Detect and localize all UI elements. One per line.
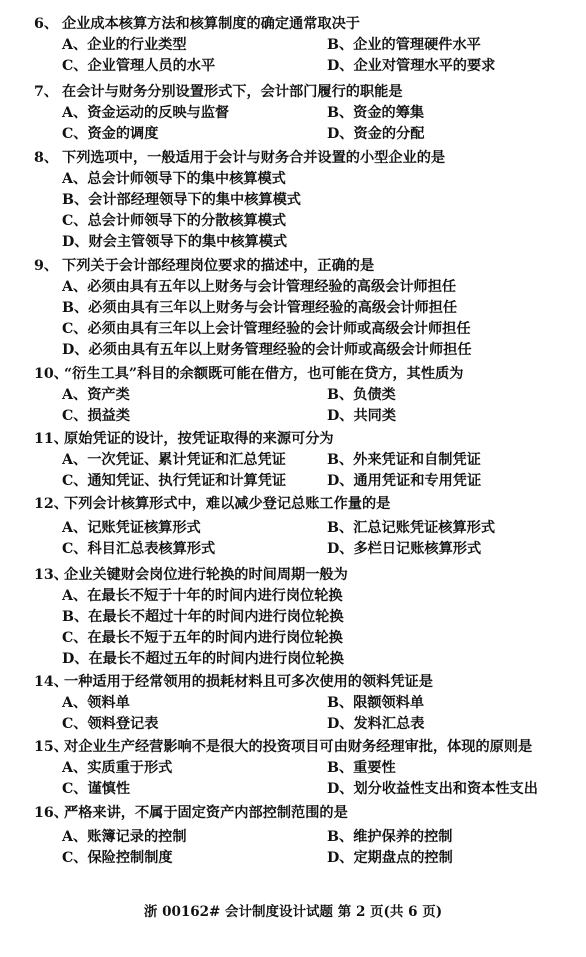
question-6	[0, 14, 586, 77]
option-row	[0, 607, 586, 628]
option-a: A、账簿记录的控制	[62, 829, 187, 845]
option-row	[0, 385, 586, 406]
question-stem	[0, 429, 586, 450]
option-c: C、保险控制制度	[62, 850, 173, 866]
question-number: 10、	[34, 366, 68, 382]
question-number: 15、	[34, 739, 68, 755]
option-row	[0, 277, 586, 298]
option-row	[0, 103, 586, 124]
question-number: 11、	[34, 431, 68, 447]
question-text: 严格来讲，不属于固定资产内部控制范围的是	[64, 805, 348, 821]
option-a: A、在最长不短于十年的时间内进行岗位轮换	[62, 588, 343, 604]
option-row	[0, 471, 586, 492]
option-a: A、记账凭证核算形式	[62, 520, 201, 536]
question-number: 12、	[34, 496, 68, 512]
option-c: C、通知凭证、执行凭证和计算凭证	[62, 473, 287, 489]
option-row	[0, 518, 586, 539]
question-text: “衍生工具”科目的余额既可能在借方，也可能在贷方，其性质为	[64, 366, 464, 382]
option-row	[0, 232, 586, 253]
question-text: 在会计与财务分别设置形式下，会计部门履行的职能是	[62, 84, 403, 100]
option-row	[0, 714, 586, 735]
option-row	[0, 56, 586, 77]
question-15	[0, 737, 586, 800]
option-a: A、企业的行业类型	[62, 37, 187, 53]
question-16	[0, 803, 586, 869]
option-a: A、领料单	[62, 695, 130, 711]
option-c: C、在最长不短于五年的时间内进行岗位轮换	[62, 630, 343, 646]
option-a: A、必须由具有五年以上财务与会计管理经验的高级会计师担任	[62, 279, 457, 295]
option-b: B、企业的管理硬件水平	[327, 37, 481, 53]
question-stem	[0, 14, 586, 35]
option-row	[0, 340, 586, 361]
option-row	[0, 35, 586, 56]
question-number: 6、	[34, 16, 59, 32]
option-a: A、资金运动的反映与监督	[62, 105, 230, 121]
question-text: 一种适用于经常领用的损耗材料且可多次使用的领料凭证是	[64, 674, 433, 690]
question-number: 14、	[34, 674, 68, 690]
option-row	[0, 298, 586, 319]
question-stem	[0, 256, 586, 277]
option-b: B、必须由具有三年以上财务与会计管理经验的高级会计师担任	[62, 300, 458, 316]
option-d: D、通用凭证和专用凭证	[327, 473, 482, 489]
option-a: A、总会计师领导下的集中核算模式	[62, 171, 286, 187]
question-stem	[0, 148, 586, 169]
option-d: D、划分收益性支出和资本性支出	[327, 781, 538, 797]
question-text: 下列会计核算形式中，难以减少登记总账工作量的是	[64, 496, 391, 512]
option-d: D、在最长不超过五年的时间内进行岗位轮换	[62, 651, 344, 667]
question-text: 原始凭证的设计，按凭证取得的来源可分为	[64, 431, 334, 447]
option-row	[0, 539, 586, 560]
option-b: B、汇总记账凭证核算形式	[327, 520, 496, 536]
option-b: B、维护保养的控制	[327, 829, 453, 845]
option-row	[0, 450, 586, 471]
option-b: B、负债类	[327, 387, 396, 403]
question-14	[0, 672, 586, 735]
question-stem	[0, 82, 586, 103]
question-number: 8、	[34, 150, 59, 166]
question-text: 对企业生产经营影响不是很大的投资项目可由财务经理审批，体现的原则是	[64, 739, 533, 755]
question-stem	[0, 364, 586, 385]
question-stem	[0, 737, 586, 758]
option-c: C、总会计师领导下的分散核算模式	[62, 213, 287, 229]
option-b: B、外来凭证和自制凭证	[327, 452, 481, 468]
option-a: A、一次凭证、累计凭证和汇总凭证	[62, 452, 286, 468]
question-stem	[0, 494, 586, 515]
question-stem	[0, 672, 586, 693]
option-c: C、必须由具有三年以上会计管理经验的会计师或高级会计师担任	[62, 321, 471, 337]
option-row	[0, 406, 586, 427]
option-b: B、在最长不超过十年的时间内进行岗位轮换	[62, 609, 344, 625]
option-row	[0, 319, 586, 340]
option-c: C、损益类	[62, 408, 131, 424]
option-b: B、资金的筹集	[327, 105, 425, 121]
option-c: C、科目汇总表核算形式	[62, 541, 216, 557]
question-11	[0, 429, 586, 492]
option-row	[0, 827, 586, 848]
option-c: C、领料登记表	[62, 716, 159, 732]
option-d: D、定期盘点的控制	[327, 850, 453, 866]
option-d: D、多栏日记账核算形式	[327, 541, 482, 557]
question-8	[0, 148, 586, 253]
question-text: 企业成本核算方法和核算制度的确定通常取决于	[62, 16, 360, 32]
question-number: 7、	[34, 84, 59, 100]
question-stem	[0, 565, 586, 586]
option-row	[0, 779, 586, 800]
question-number: 16、	[34, 805, 68, 821]
option-row	[0, 758, 586, 779]
question-text: 企业关键财会岗位进行轮换的时间周期一般为	[64, 567, 348, 583]
option-d: D、共同类	[327, 408, 397, 424]
question-9	[0, 256, 586, 361]
question-12	[0, 494, 586, 560]
option-row	[0, 124, 586, 145]
option-row	[0, 649, 586, 670]
option-d: D、财会主管领导下的集中核算模式	[62, 234, 288, 250]
option-row	[0, 190, 586, 211]
option-row	[0, 169, 586, 190]
option-d: D、发料汇总表	[327, 716, 425, 732]
page-footer: 浙 00162# 会计制度设计试题 第 2 页(共 6 页)	[143, 904, 443, 920]
option-c: C、资金的调度	[62, 126, 159, 142]
question-10	[0, 364, 586, 427]
option-c: C、企业管理人员的水平	[62, 58, 216, 74]
option-a: A、资产类	[62, 387, 130, 403]
option-d: D、必须由具有五年以上财务管理经验的会计师或高级会计师担任	[62, 342, 472, 358]
option-b: B、限额领料单	[327, 695, 425, 711]
option-d: D、资金的分配	[327, 126, 425, 142]
option-b: B、重要性	[327, 760, 396, 776]
option-c: C、谨慎性	[62, 781, 131, 797]
question-text: 下列选项中，一般适用于会计与财务合并设置的小型企业的是	[62, 150, 446, 166]
option-row	[0, 211, 586, 232]
option-row	[0, 693, 586, 714]
option-b: B、会计部经理领导下的集中核算模式	[62, 192, 301, 208]
option-row	[0, 848, 586, 869]
option-d: D、企业对管理水平的要求	[327, 58, 496, 74]
question-text: 下列关于会计部经理岗位要求的描述中，正确的是	[62, 258, 375, 274]
option-a: A、实质重于形式	[62, 760, 173, 776]
question-7	[0, 82, 586, 145]
question-stem	[0, 803, 586, 824]
question-number: 9、	[34, 258, 59, 274]
option-row	[0, 628, 586, 649]
question-number: 13、	[34, 567, 68, 583]
question-13	[0, 565, 586, 670]
option-row	[0, 586, 586, 607]
